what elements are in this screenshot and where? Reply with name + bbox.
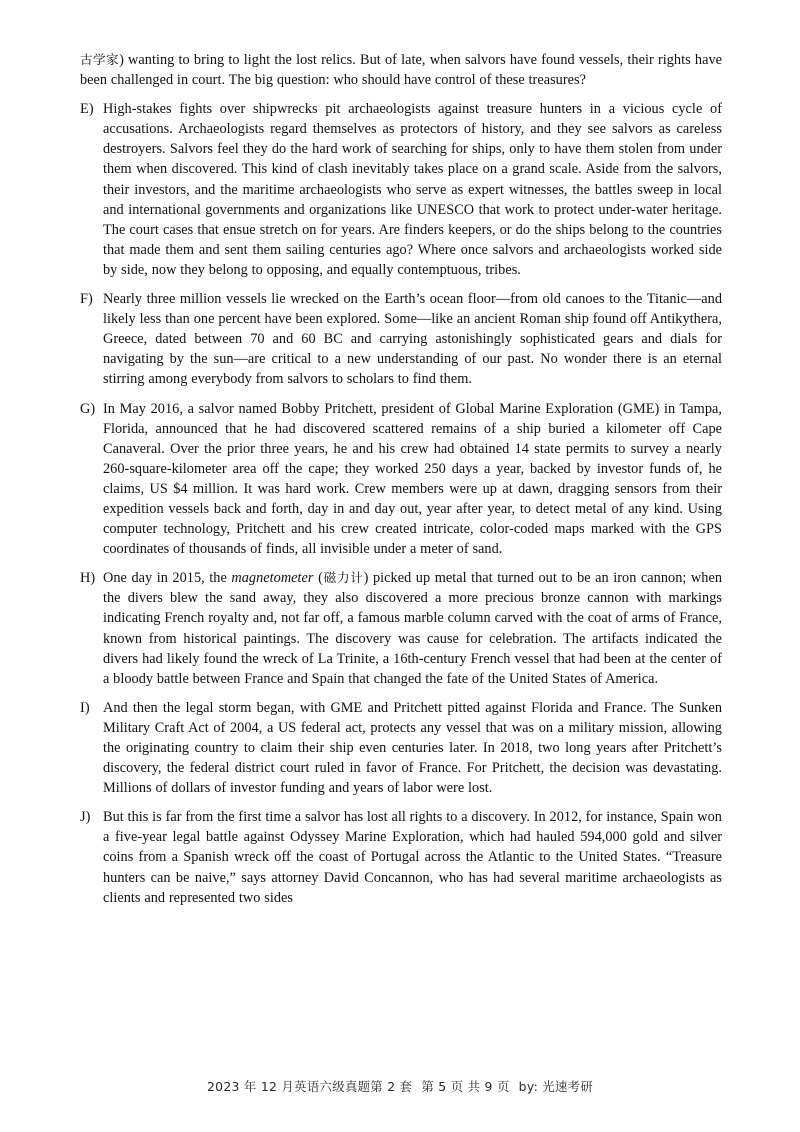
paragraph-f	[80, 289, 722, 389]
paragraph-text: But this is far from the first time a salvor has lost all rights to a discovery. In 2012, for instance, Spain won a five-year legal battle against Odyssey Marine Exploration, which had hauled 594,000 gold and silver coins from a Spanish wreck off the coast of Portugal across the Atlantic to the United States. “Treasure hunters can be naive,” says attorney David Concannon, who has had several maritime archaeologists as clients and represented two sides	[103, 809, 722, 906]
paragraph-marker: E)	[80, 101, 94, 118]
paragraph-continuation	[80, 50, 722, 90]
paragraph-text: Nearly three million vessels lie wrecked on the Earth’s ocean floor—from old canoes to the Titanic—and likely less than one percent have been explored. Some—like an ancient Roman ship found off Antikythera, Greece, dated between 70 and 60 BC and carrying astonishingly sophisticated gears and dials for navigating by the sun—are critical to a new understanding of our past. No wonder there is an eternal stirring among everybody from salvors to scholars to find them.	[103, 291, 722, 388]
footer-credit: by: 光速考研	[518, 1079, 594, 1094]
footer-exam-info: 2023 年 12 月英语六级真题第 2 套	[206, 1079, 413, 1094]
paragraph-h	[80, 568, 722, 689]
paragraph-e	[80, 99, 722, 280]
footer-page-info: 第 5 页 共 9 页	[421, 1079, 510, 1094]
paragraph-marker: G)	[80, 400, 96, 417]
paragraph-g	[80, 399, 722, 560]
passage-body	[80, 50, 722, 917]
paragraph-text: High-stakes fights over shipwrecks pit archaeologists against treasure hunters in a vicious cycle of accusations. Archaeologists regard themselves as protectors of history, and they see salvors as careless destroyers. Salvors feel they do the hard work of searching for ships, only to have them stolen from under them when discovered. This kind of clash inevitably takes place on a grand scale. Aside from the salvors, their investors, and the maritime archaeologists who serve as expert witnesses, the battles sweep in local and international governments and organizations like UNESCO that work to protect under-water heritage. The court cases that ensue stretch on for years. Are finders keepers, or do the ships belong to the countries that made them and sent them sailing centuries ago? Where once salvors and archaeologists worked side by side, now they belong to opposing, and equally contemptuous, tribes.	[103, 101, 722, 278]
paragraph-text: In May 2016, a salvor named Bobby Pritchett, president of Global Marine Exploration (GME) in Tampa, Florida, announced that he had discovered scattered remains of a ship buried a kilometer off Cape Canaveral. Over the prior three years, he and his crew had obtained 14 state permits to survey a nearly 260-square-kilometer area off the cape; they worked 250 days a year, backed by investor funds of, he claims, US $4 million. It was hard work. Crew members were up at dawn, dragging sensors from their expedition vessels back and forth, day in and day out, year after year, to detect metal of any kind. Using computer technology, Pritchett and his crew created intricate, color-coded maps marked with the GPS coordinates of thousands of finds, all invisible under a meter of sand.	[103, 400, 722, 558]
paragraph-text: 古学家) wanting to bring to light the lost relics. But of late, when salvors have found vessels, their rights have been challenged in court. The big question: who should have control of these treasures?	[80, 52, 723, 89]
paragraph-text: One day in 2015, the magnetometer (磁力计) picked up metal that turned out to be an iron cannon; when the divers blew the sand away, they also discovered a more precious bronze cannon with markings indicating French royalty and, not far off, a famous marble column carved with the coat of arms of France, known from historical paintings. The discovery was cause for celebration. The artifacts indicated the divers had likely found the wreck of La Trinite, a 16th-century French vessel that had been at the center of a bloody battle between France and Spain that changed the fate of the United States of America.	[103, 570, 723, 687]
paragraph-text: And then the legal storm began, with GME and Pritchett pitted against Florida and France. The Sunken Military Craft Act of 2004, a US federal act, protects any vessel that was on a military mission, allowing the originating country to claim their ship even centuries later. In 2018, two long years after Pritchett’s discovery, the federal district court ruled in favor of France. For Pritchett, the decision was devastating. Millions of dollars of investor funding and years of labor were lost.	[103, 699, 722, 797]
paragraph-i	[80, 698, 722, 798]
paragraph-marker: I)	[80, 699, 90, 716]
paragraph-marker: J)	[80, 809, 91, 826]
paragraph-marker: F)	[80, 291, 93, 308]
paragraph-j	[80, 807, 722, 907]
page-footer	[0, 1079, 800, 1095]
paragraph-marker: H)	[80, 570, 96, 587]
